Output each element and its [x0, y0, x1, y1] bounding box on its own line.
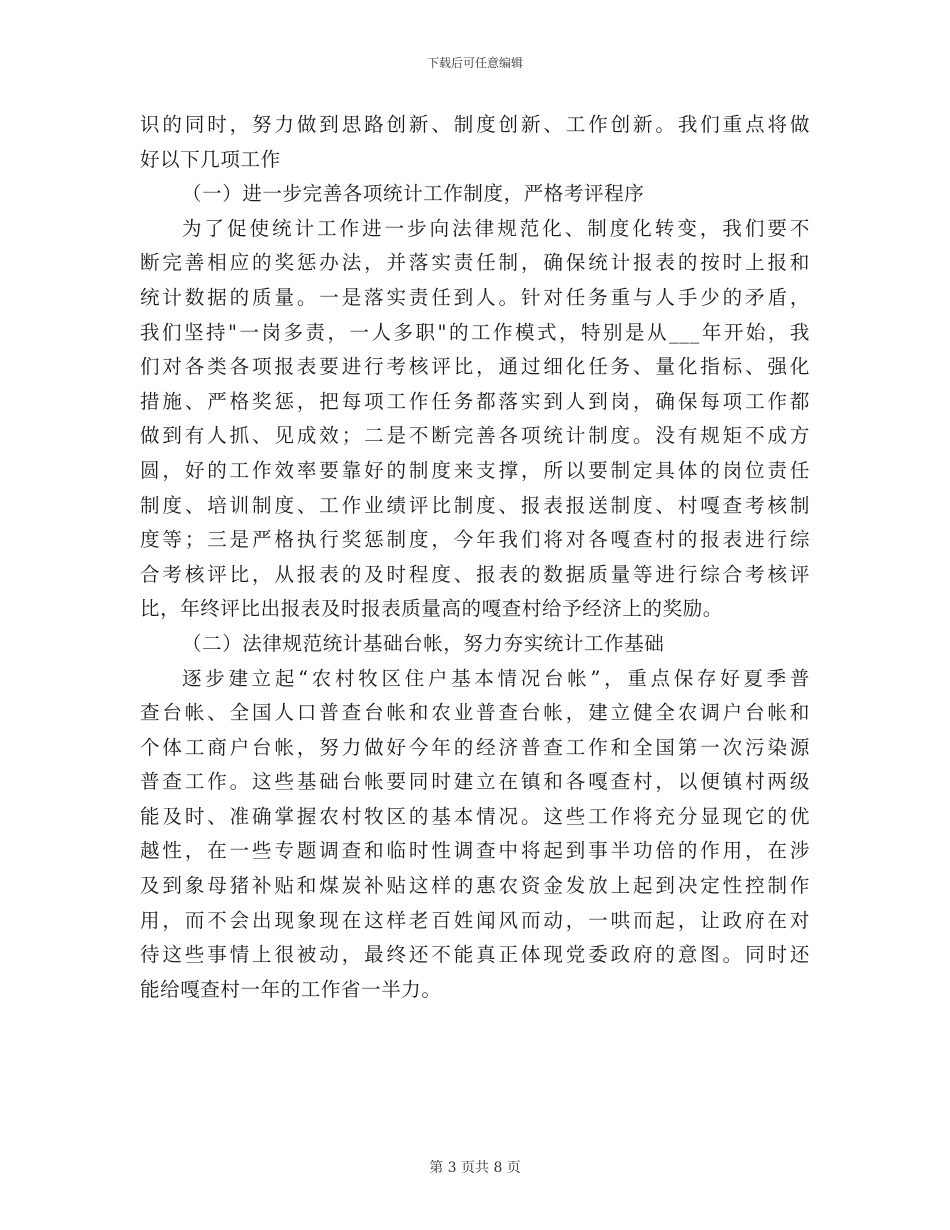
body-line: 个体工商户台帐，努力做好今年的经济普查工作和全国第一次污染源: [140, 735, 810, 759]
body-line: 用，而不会出现象现在这样老百姓闻风而动，一哄而起，让政府在对: [140, 908, 810, 932]
body-line: 度等；三是严格执行奖惩制度，今年我们将对各嘎查村的报表进行综: [140, 528, 810, 552]
body-line: 圆，好的工作效率要靠好的制度来支撑，所以要制定具体的岗位责任: [140, 458, 810, 482]
body-line: 越性，在一些专题调查和临时性调查中将起到事半功倍的作用，在涉: [140, 839, 810, 863]
body-line: 能及时、准确掌握农村牧区的基本情况。这些工作将充分显现它的优: [140, 804, 810, 828]
body-line: 做到有人抓、见成效；二是不断完善各项统计制度。没有规矩不成方: [140, 424, 810, 448]
body-line: 合考核评比，从报表的及时程度、报表的数据质量等进行综合考核评: [140, 562, 810, 586]
body-line: 识的同时，努力做到思路创新、制度创新、工作创新。我们重点将做: [140, 113, 810, 136]
section-heading: （一）进一步完善各项统计工作制度，严格考评程序: [182, 182, 645, 206]
body-line: 断完善相应的奖惩办法，并落实责任制，确保统计报表的按时上报和: [140, 251, 810, 275]
page-number: 第 3 页共 8 页: [429, 1160, 521, 1176]
body-line: 制度、培训制度、工作业绩评比制度、报表报送制度、村嘎查考核制: [140, 493, 810, 517]
body-line: 措施、严格奖惩，把每项工作任务都落实到人到岗，确保每项工作都: [140, 389, 810, 413]
body-line: 统计数据的质量。一是落实责任到人。针对任务重与人手少的矛盾，: [140, 285, 810, 309]
body-line: 们对各类各项报表要进行考核评比，通过细化任务、量化指标、强化: [140, 355, 810, 379]
section-heading: （二）法律规范统计基础台帐，努力夯实统计工作基础: [182, 631, 665, 655]
body-line: 及到象母猪补贴和煤炭补贴这样的惠农资金发放上起到决定性控制作: [140, 874, 810, 898]
body-line: 能给嘎查村一年的工作省一半力。: [140, 977, 442, 1001]
body-line: 为了促使统计工作进一步向法律规范化、制度化转变，我们要不: [182, 216, 810, 240]
body-line: 比，年终评比出报表及时报表质量高的嘎查村给予经济上的奖励。: [140, 597, 723, 621]
body-line: 查台帐、全国人口普查台帐和农业普查台帐，建立健全农调户台帐和: [140, 701, 810, 725]
body-line: 待这些事情上很被动，最终还不能真正体现党委政府的意图。同时还: [140, 943, 810, 967]
document-body: [140, 108, 810, 1007]
header-note: 下载后可任意编辑: [426, 56, 523, 70]
body-line: 逐步建立起“农村牧区住户基本情况台帐”，重点保存好夏季普: [182, 666, 810, 690]
body-line: 我们坚持"一岗多责，一人多职"的工作模式，特别是从___年开始，我: [140, 320, 810, 344]
body-line: 好以下几项工作: [140, 147, 281, 171]
body-line: 普查工作。这些基础台帐要同时建立在镇和各嘎查村，以便镇村两级: [140, 770, 810, 794]
